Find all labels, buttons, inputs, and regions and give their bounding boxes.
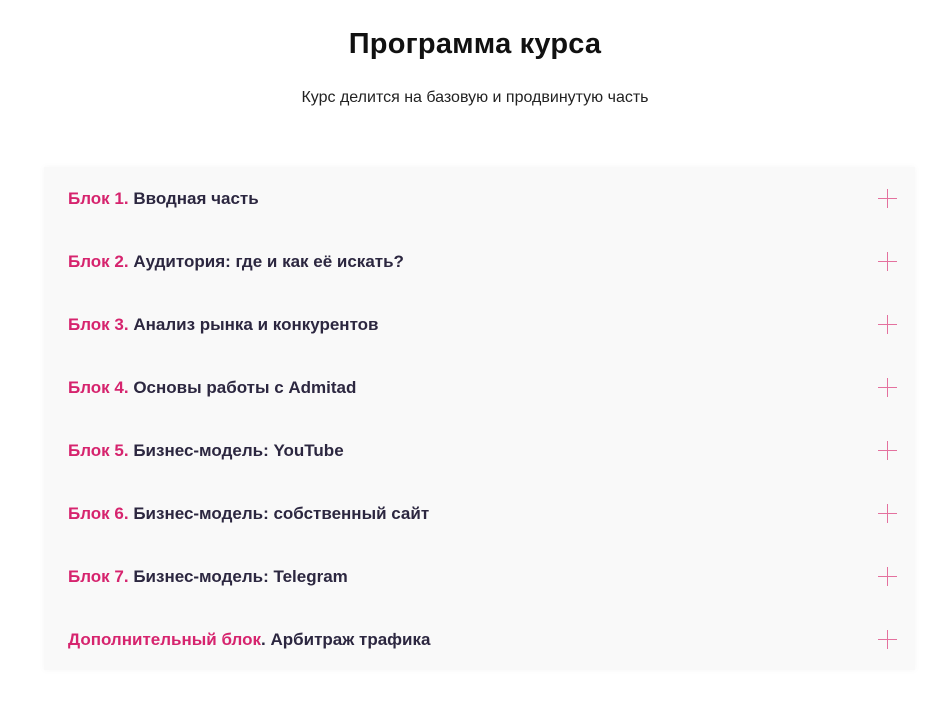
- block-number-label: Дополнительный блок: [68, 629, 261, 649]
- plus-icon[interactable]: [878, 567, 897, 586]
- accordion-item-block-1[interactable]: [44, 167, 915, 230]
- block-number-label: Блок 1: [68, 188, 124, 208]
- block-separator: .: [123, 503, 134, 523]
- accordion-item-block-5[interactable]: [44, 419, 915, 482]
- block-number-label: Блок 4: [68, 377, 124, 397]
- block-number-label: Блок 5: [68, 440, 124, 460]
- block-number-label: Блок 7: [68, 566, 124, 586]
- course-blocks-accordion: [44, 167, 915, 670]
- plus-icon[interactable]: [878, 315, 897, 334]
- accordion-item-title: [68, 567, 348, 587]
- accordion-item-title: [68, 252, 404, 272]
- block-separator: .: [123, 188, 134, 208]
- block-separator: .: [123, 377, 134, 397]
- accordion-item-block-7[interactable]: [44, 545, 915, 608]
- block-number-label: Блок 2: [68, 251, 124, 271]
- block-title-label: Основы работы с Admitad: [133, 377, 357, 397]
- plus-icon[interactable]: [878, 252, 897, 271]
- plus-icon[interactable]: [878, 630, 897, 649]
- block-separator: .: [123, 566, 134, 586]
- block-title-label: Бизнес-модель: YouTube: [133, 440, 344, 460]
- block-separator: .: [261, 629, 271, 649]
- accordion-item-title: [68, 630, 430, 650]
- accordion-item-title: [68, 378, 356, 398]
- block-title-label: Вводная часть: [133, 188, 259, 208]
- block-title-label: Бизнес-модель: Telegram: [133, 566, 348, 586]
- accordion-item-block-3[interactable]: [44, 293, 915, 356]
- block-number-label: Блок 3: [68, 314, 124, 334]
- block-separator: .: [123, 314, 134, 334]
- plus-icon[interactable]: [878, 189, 897, 208]
- block-title-label: Анализ рынка и конкурентов: [133, 314, 379, 334]
- accordion-item-title: [68, 441, 344, 461]
- block-title-label: Арбитраж трафика: [270, 629, 431, 649]
- block-number-label: Блок 6: [68, 503, 124, 523]
- accordion-item-block-2[interactable]: [44, 230, 915, 293]
- page-subtitle: Курс делится на базовую и продвинутую часть: [301, 89, 649, 106]
- plus-icon[interactable]: [878, 378, 897, 397]
- accordion-item-bonus-block[interactable]: [44, 608, 915, 671]
- plus-icon[interactable]: [878, 441, 897, 460]
- block-title-label: Аудитория: где и как её искать?: [133, 251, 404, 271]
- accordion-item-title: [68, 315, 379, 335]
- block-title-label: Бизнес-модель: собственный сайт: [133, 503, 430, 523]
- plus-icon[interactable]: [878, 504, 897, 523]
- accordion-item-block-6[interactable]: [44, 482, 915, 545]
- block-separator: .: [123, 440, 134, 460]
- block-separator: .: [123, 251, 134, 271]
- page-title: Программа курса: [348, 28, 602, 60]
- accordion-item-block-4[interactable]: [44, 356, 915, 419]
- accordion-item-title: [68, 189, 259, 209]
- accordion-item-title: [68, 504, 429, 524]
